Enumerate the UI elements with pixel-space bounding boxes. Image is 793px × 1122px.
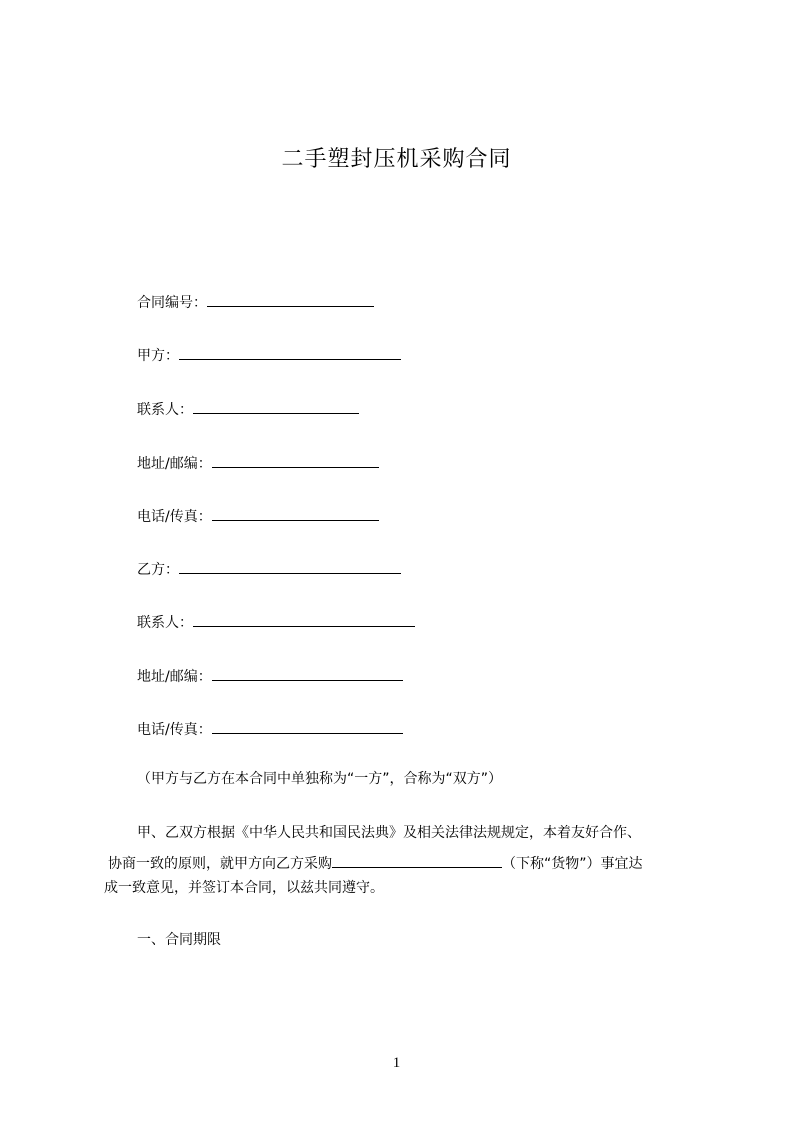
party-b-phone-label: 电话/传真： <box>137 722 212 738</box>
party-b-field <box>137 557 401 580</box>
party-a-label: 甲方： <box>137 348 179 364</box>
party-b-phone-blank[interactable] <box>212 717 403 734</box>
preamble-line-3: 成一致意见，并签订本合同，以兹共同遵守。 <box>104 880 384 896</box>
party-a-contact-label: 联系人： <box>137 402 193 418</box>
party-b-address-field <box>137 664 403 687</box>
page-number: 1 <box>392 1055 401 1071</box>
preamble-line-2 <box>108 851 643 874</box>
party-b-address-label: 地址/邮编： <box>137 669 212 685</box>
party-a-address-field <box>137 451 379 474</box>
party-a-contact-blank[interactable] <box>193 397 359 414</box>
contract-number-field <box>137 290 374 313</box>
party-a-address-blank[interactable] <box>212 451 379 468</box>
party-a-contact-field <box>137 397 359 420</box>
party-a-phone-blank[interactable] <box>212 504 379 521</box>
preamble-line-1: 甲、乙双方根据《中华人民共和国民法典》及相关法律法规规定，本着友好合作、 <box>137 825 641 841</box>
party-a-address-label: 地址/邮编： <box>137 456 212 472</box>
party-a-blank[interactable] <box>179 343 401 360</box>
party-naming-note: （甲方与乙方在本合同中单独称为“一方”，合称为“双方”） <box>137 771 503 787</box>
party-b-contact-label: 联系人： <box>137 615 193 631</box>
party-b-contact-field <box>137 610 415 633</box>
party-a-phone-label: 电话/传真： <box>137 509 212 525</box>
party-b-address-blank[interactable] <box>212 664 403 681</box>
party-a-field <box>137 343 401 366</box>
section-heading-term: 一、合同期限 <box>137 932 221 948</box>
goods-blank[interactable] <box>332 851 502 868</box>
preamble-line-2-end: （下称“货物”）事宜达 <box>502 856 643 872</box>
party-b-contact-blank[interactable] <box>193 610 415 627</box>
party-b-label: 乙方： <box>137 562 179 578</box>
party-b-blank[interactable] <box>179 557 401 574</box>
preamble-line-2-start: 协商一致的原则，就甲方向乙方采购 <box>108 856 332 872</box>
document-title: 二手塑封压机采购合同 <box>281 147 512 172</box>
party-a-phone-field <box>137 504 379 527</box>
contract-number-label: 合同编号： <box>137 295 207 311</box>
party-b-phone-field <box>137 717 403 740</box>
contract-number-blank[interactable] <box>207 290 374 307</box>
